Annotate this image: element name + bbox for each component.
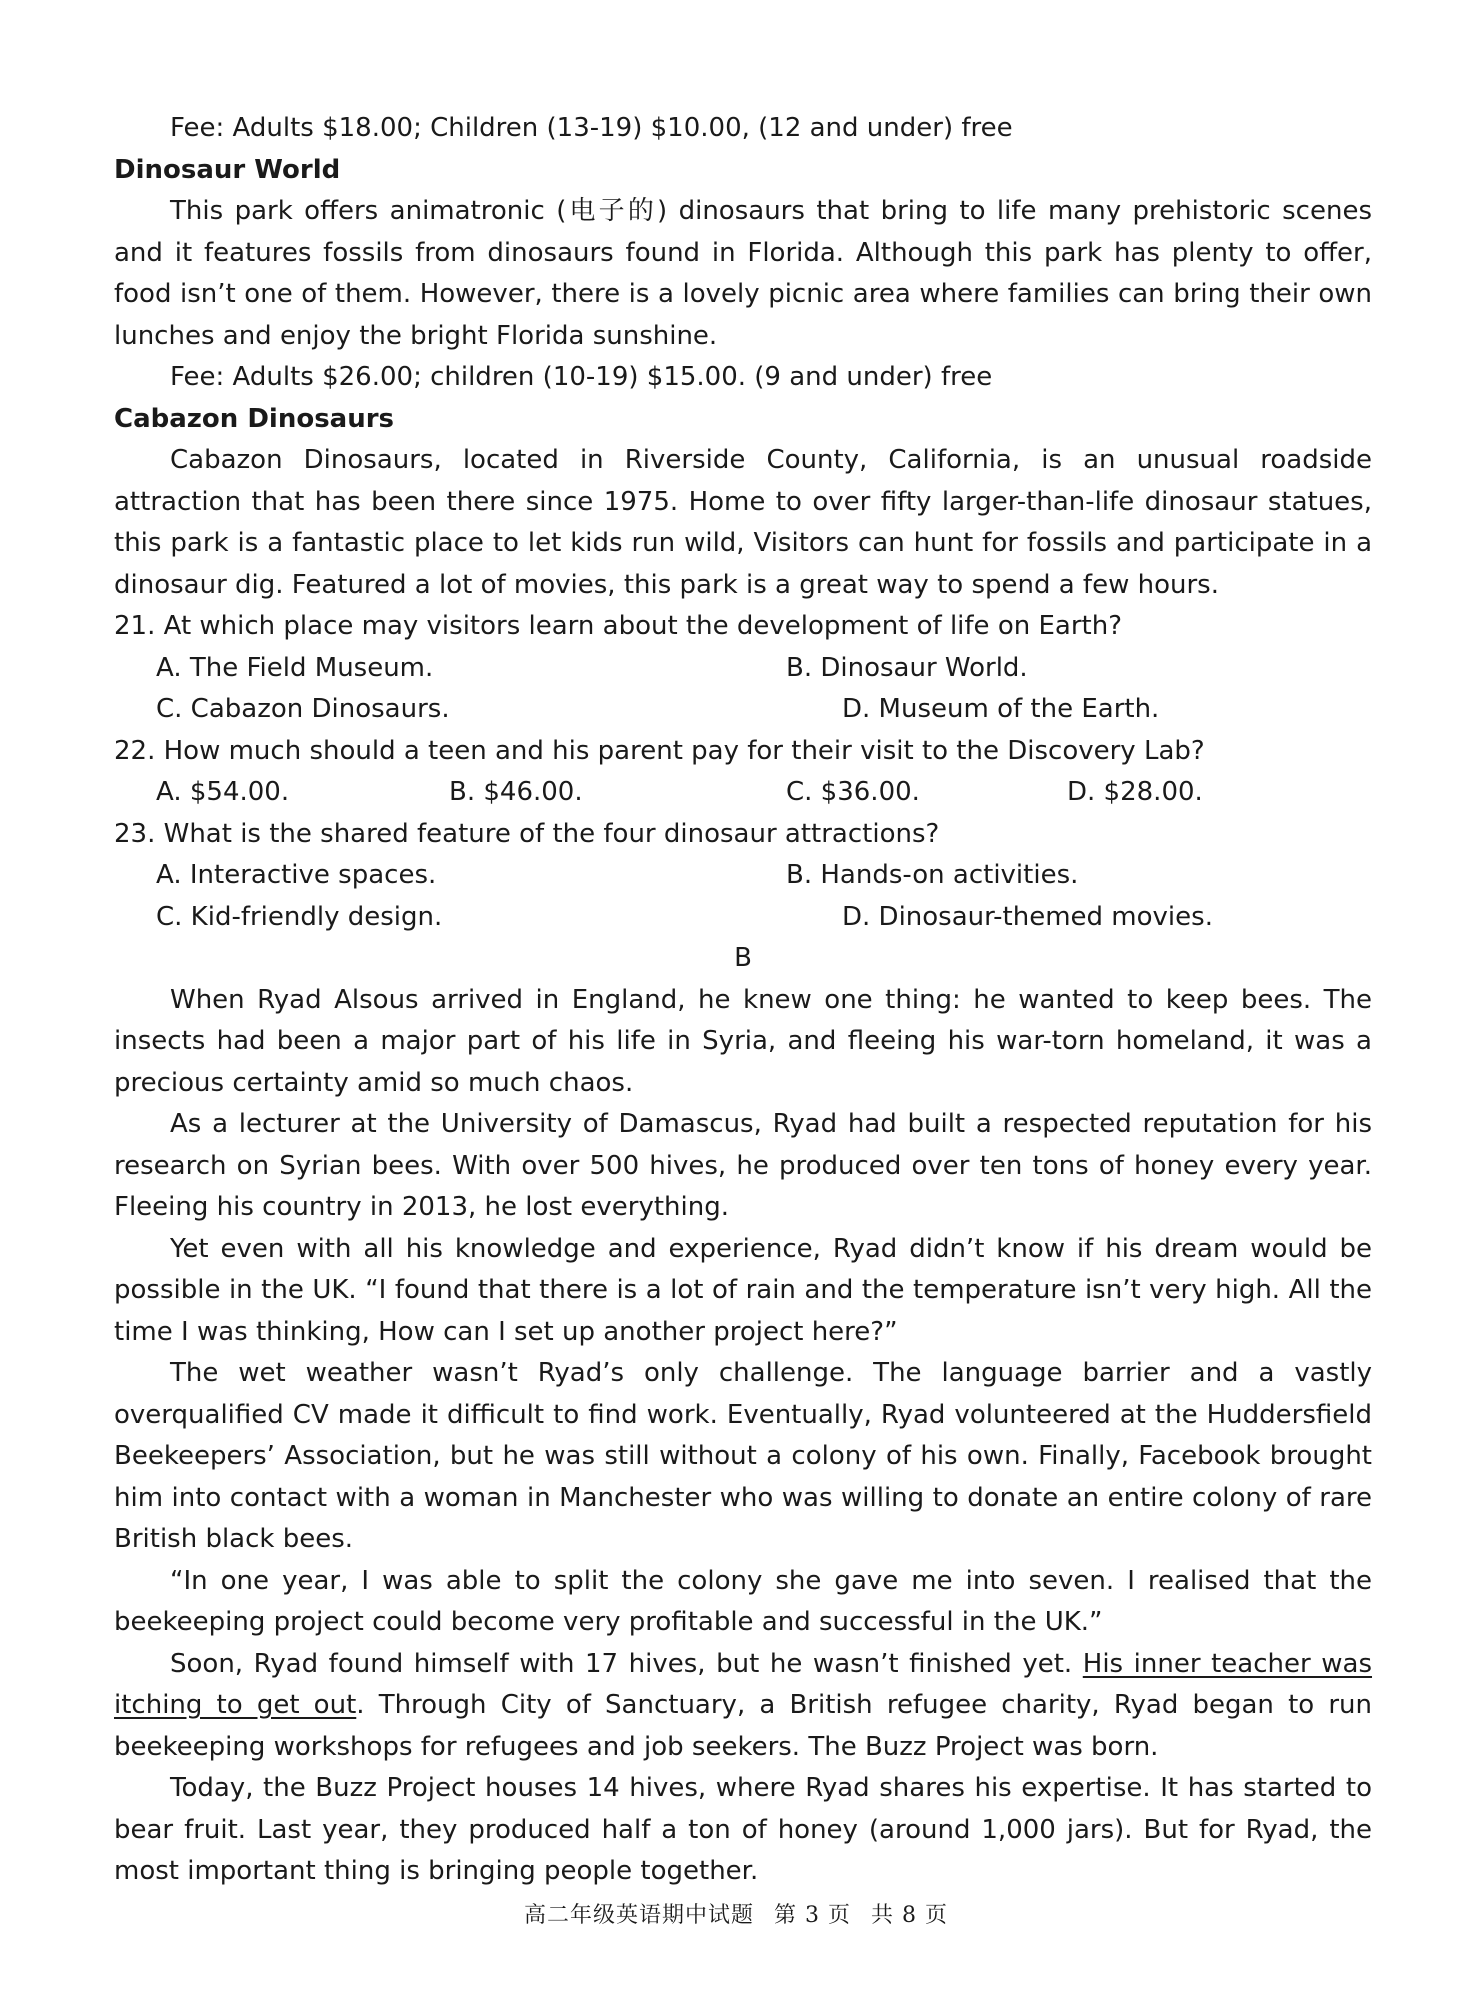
underlined-phrase: His inner teacher was itching to get out [114, 1648, 1373, 1720]
passage-b-paragraph-4: The wet weather wasn’t Ryad’s only challenge. The language barrier and a vastly overqualified CV made it difficult to find work. Eventually, Ryad volunteered at the Huddersfield Beekeepers’ Association, but he was still without a colony of his own. Finally, Facebook brought him into contact with a woman in Manchester who was willing to donate an entire colony of rare British black bees. [114, 1358, 1372, 1554]
dinosaur-world-body: This park offers animatronic (电子的) dinosaurs that bring to life many prehistoric scenes and it features fossils from dinosaurs found in Florida. Although this park has plenty to offer, food isn’t one of them. However, there is a lovely picnic area where families can bring their own lunches and enjoy the bright Florida sunshine. [114, 196, 1372, 351]
passage-b-paragraph-1: When Ryad Alsous arrived in England, he knew one thing: he wanted to keep bees. The insects had been a major part of his life in Syria, and fleeing his war-torn homeland, it was a precious certainty amid so much chaos. [114, 984, 1372, 1098]
passage-b-paragraph-3: Yet even with all his knowledge and experience, Ryad didn’t know if his dream would be possible in the UK. “I found that there is a lot of rain and the temperature isn’t very high. All the time I was thinking, How can I set up another project here?” [114, 1233, 1372, 1347]
cabazon-body: Cabazon Dinosaurs, located in Riverside County, California, is an unusual roadside attraction that has been there since 1975. Home to over fifty larger-than-life dinosaur statues, this park is a fantastic place to let kids run wild, Visitors can hunt for fossils and participate in a dinosaur dig. Featured a lot of movies, this park is a great way to spend a few hours. [114, 445, 1372, 600]
question-23-options-row-1 [114, 855, 1372, 897]
heading-dinosaur-world: Dinosaur World [114, 154, 341, 185]
option-21-a: A. The Field Museum. [156, 652, 434, 683]
footer-exam-title: 高二年级英语期中试题 [524, 1903, 755, 1928]
passage-b-paragraph-6 [114, 1644, 1372, 1769]
option-22-c: C. $36.00. [786, 777, 920, 807]
option-22-b: B. $46.00. [449, 777, 583, 807]
p6-before: Soon, Ryad found himself with 17 hives, but he wasn’t finished yet. [170, 1648, 1083, 1679]
p6-after: . Through City of Sanctuary, a British refugee charity, Ryad began to run beekeeping workshops for refugees and job seekers. The Buzz Project was born. [114, 1690, 1372, 1762]
dinosaur-world-fee: Fee: Adults $26.00; children (10-19) $15.00. (9 and under) free [170, 362, 993, 392]
passage-b-paragraph-5: “In one year, I was able to split the colony she gave me into seven. I realised that the beekeeping project could become very profitable and successful in the UK.” [114, 1565, 1372, 1637]
passage-b-paragraph-7: Today, the Buzz Project houses 14 hives, where Ryad shares his expertise. It has started to bear fruit. Last year, they produced half a ton of honey (around 1,000 jars). But for Ryad, the most important thing is bringing people together. [114, 1773, 1372, 1886]
footer-total-pages: 共 8 页 [871, 1903, 948, 1928]
passage-b-label: B [734, 943, 752, 973]
option-22-d: D. $28.00. [1067, 777, 1203, 807]
passage-b-paragraph-2: As a lecturer at the University of Damascus, Ryad had built a respected reputation for his research on Syrian bees. With over 500 hives, he produced over ten tons of honey every year. Fleeing his country in 2013, he lost everything. [114, 1109, 1372, 1222]
heading-cabazon-dinosaurs: Cabazon Dinosaurs [114, 403, 395, 434]
question-22-options [114, 772, 1372, 814]
option-23-c: C. Kid-friendly design. [156, 901, 443, 932]
fee-line-previous: Fee: Adults $18.00; Children (13-19) $10.00, (12 and under) free [170, 113, 1013, 143]
question-23-stem: 23. What is the shared feature of the four dinosaur attractions? [114, 818, 940, 849]
option-21-c: C. Cabazon Dinosaurs. [156, 694, 450, 724]
question-22-stem: 22. How much should a teen and his parent pay for their visit to the Discovery Lab? [114, 735, 1205, 766]
option-22-a: A. $54.00. [156, 777, 290, 807]
option-23-a: A. Interactive spaces. [156, 860, 437, 890]
option-23-b: B. Hands-on activities. [786, 860, 1079, 890]
option-23-d: D. Dinosaur-themed movies. [842, 901, 1213, 932]
exam-page [114, 108, 1372, 1893]
page-footer [0, 1898, 1472, 1929]
question-21-options-row-1 [114, 648, 1372, 690]
footer-page-number: 第 3 页 [774, 1903, 851, 1928]
question-21-stem: 21. At which place may visitors learn about the development of life on Earth? [114, 611, 1122, 641]
option-21-d: D. Museum of the Earth. [842, 694, 1160, 724]
option-21-b: B. Dinosaur World. [786, 652, 1028, 683]
question-21-options-row-2 [114, 689, 1372, 731]
question-23-options-row-2 [114, 897, 1372, 939]
